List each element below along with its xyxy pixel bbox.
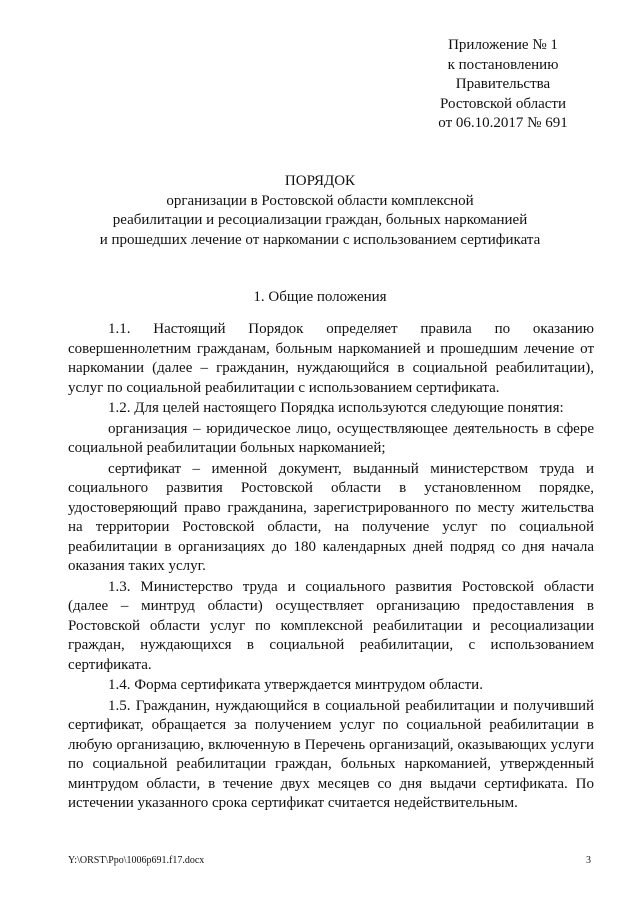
title-line: и прошедших лечение от наркомании с использованием сертификата — [99, 231, 541, 248]
appendix-note — [418, 36, 588, 134]
appendix-line: Приложение № 1 — [448, 37, 558, 53]
document-body — [68, 320, 594, 814]
title-line: организации в Ростовской области комплексной — [166, 192, 474, 209]
section-heading: 1. Общие положения — [253, 289, 387, 305]
footer-file-path: Y:\ORST\Ppo\1006p691.f17.docx — [68, 855, 205, 866]
paragraph: 1.1. Настоящий Порядок определяет правила по оказанию совершеннолетним гражданам, больным наркоманией и прошедшим лечение от наркомании (далее – гражданин, нуждающийся в социальной реабилитации), услуг по социальной реабилитации с использованием сертификата. — [68, 321, 594, 396]
paragraph: сертификат – именной документ, выданный министерством труда и социального развития Ростовской области в установленном порядке, удостоверяющий право гражданина, зарегистрированного по месту жительства на территории Ростовской области, на получение услуг по социальной реабилитации в организациях до 180 календарных дней подряд со дня начала оказания таких услуг. — [68, 460, 594, 574]
paragraph: 1.3. Министерство труда и социального развития Ростовской области (далее – минтруд области) осуществляет организацию предоставления в Ростовской области услуг по комплексной реабилитации и ресоциализации граждан, нуждающихся в социальной реабилитации, с использованием сертификата. — [68, 578, 594, 673]
page-number: 3 — [586, 855, 591, 866]
title-line: реабилитации и ресоциализации граждан, больных наркоманией — [112, 212, 528, 228]
appendix-line: Ростовской области — [440, 95, 566, 112]
paragraph: 1.2. Для целей настоящего Порядка используются следующие понятия: — [108, 400, 564, 416]
appendix-line: от 06.10.2017 № 691 — [438, 115, 568, 131]
appendix-line: к постановлению — [447, 56, 559, 73]
document-title — [40, 172, 600, 250]
appendix-line: Правительства — [455, 76, 551, 92]
paragraph: 1.5. Гражданин, нуждающийся в социальной реабилитации и получивший сертификат, обращается за получением услуг по социальной реабилитации в любую организацию, включенную в Перечень организаций, оказывающих услуги по социальной реабилитации граждан, больных наркоманией, утвержденный минтрудом области, в течение двух месяцев со дня выдачи сертификата. По истечении указанного срока сертификат считается недействительным. — [68, 697, 594, 811]
paragraph: 1.4. Форма сертификата утверждается минтрудом области. — [108, 677, 483, 693]
paragraph: организация – юридическое лицо, осуществляющее деятельность в сфере социальной реабилитации больных наркоманией; — [68, 420, 594, 456]
title-heading: ПОРЯДОК — [284, 173, 356, 189]
